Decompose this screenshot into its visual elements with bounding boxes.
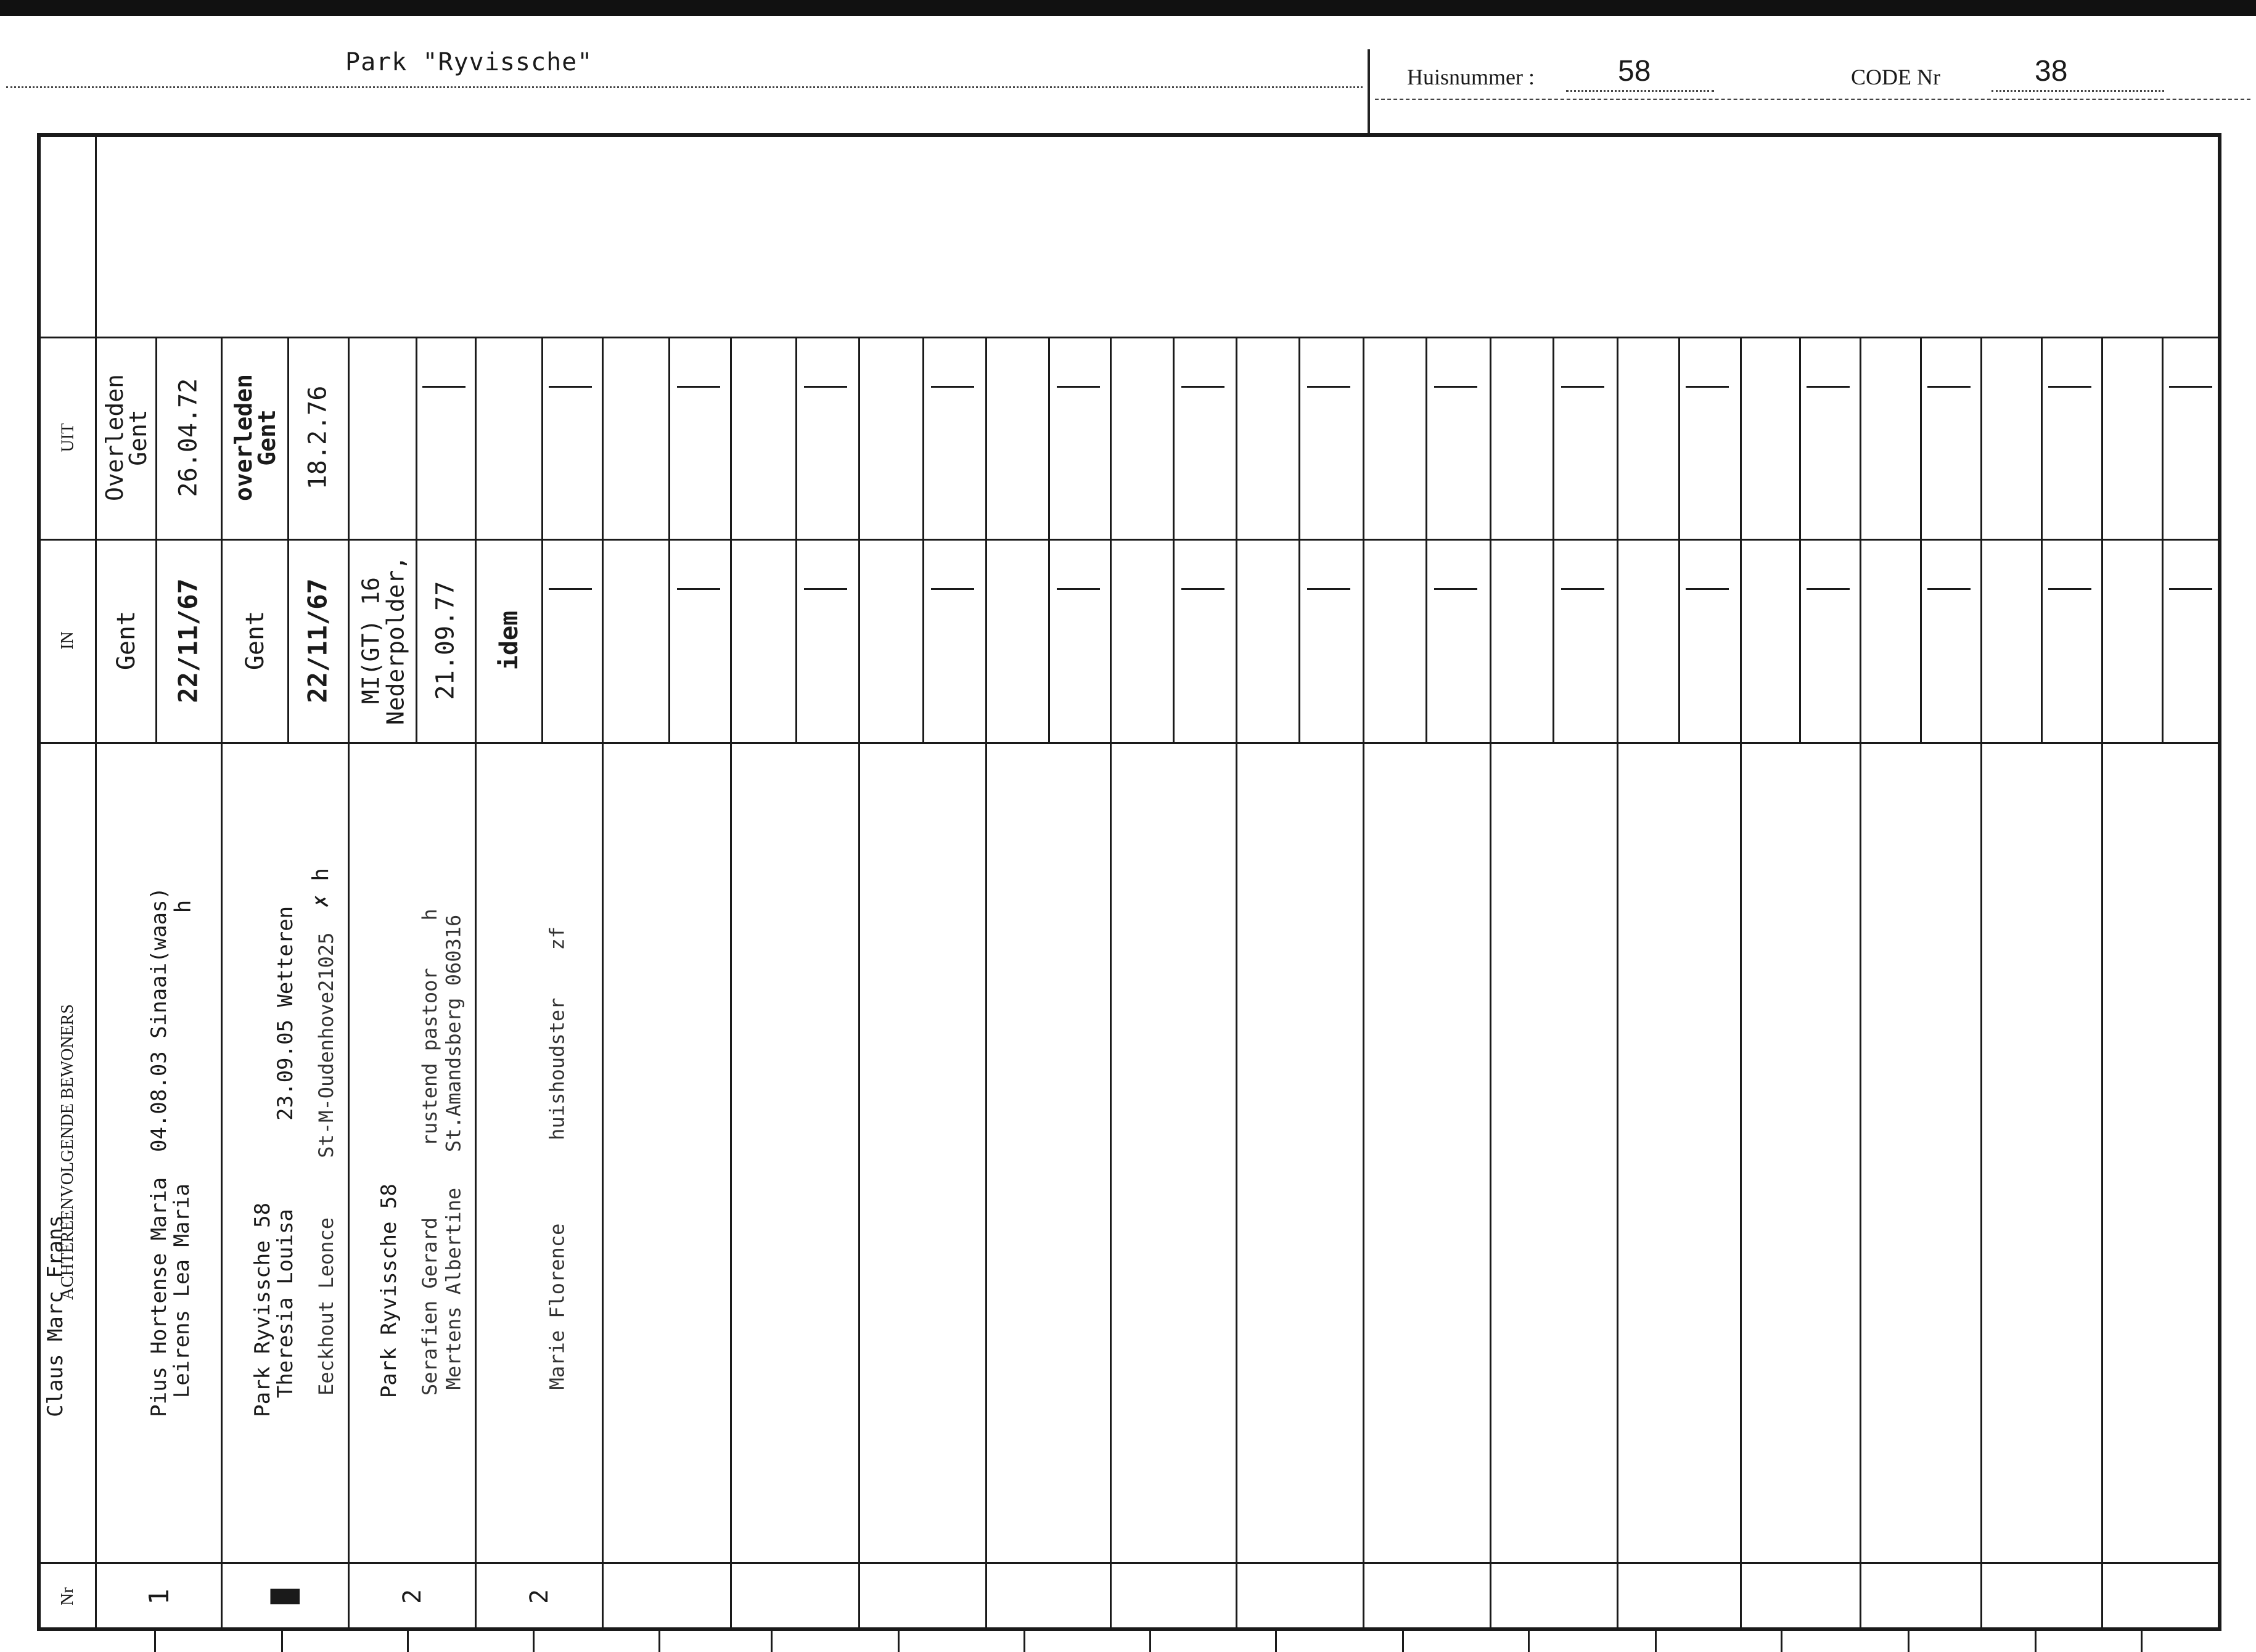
bottom-tick: [1149, 1631, 1151, 1652]
column-divider: [858, 337, 860, 1631]
bottom-tick: [1781, 1631, 1782, 1652]
empty-dash: [1057, 588, 1100, 590]
entry-1-line1: Claus Marc Frans: [43, 1215, 68, 1417]
entry-4-bewoner-cell: [441, 742, 602, 1562]
entry-1-nr: 1: [143, 1588, 175, 1605]
entry-2-line2: Theresia Louisa 23.09.05 Wetteren: [273, 906, 298, 1399]
column-divider: [1363, 337, 1364, 1631]
entry-2-in-place: Gent: [240, 610, 269, 671]
bottom-tick: [771, 1631, 773, 1652]
in-label: IN: [57, 631, 77, 650]
entry-4-line1: Mertens Albertine St.Amandsberg 060316: [441, 914, 465, 1390]
empty-dash: [804, 588, 847, 590]
empty-dash: [1927, 588, 1971, 590]
entry-1-uit-place: Overleden Gent: [101, 374, 152, 501]
entry-1-uit-date: 26.04.72: [174, 378, 202, 497]
in-label-cell: [41, 539, 95, 742]
bottom-tick: [407, 1631, 409, 1652]
bottom-tick: [154, 1631, 156, 1652]
bottom-tick: [281, 1631, 283, 1652]
empty-dash: [2048, 386, 2091, 388]
empty-dash: [931, 386, 974, 388]
bottom-tick: [898, 1631, 900, 1652]
entry-3-in-date: 21.09.77: [431, 581, 459, 700]
entry-4-line2: Marie Florence huishoudster zf: [545, 926, 568, 1390]
sub-divider: [922, 337, 924, 742]
sub-divider: [1173, 337, 1175, 742]
empty-dash: [1807, 588, 1850, 590]
empty-dash: [1057, 386, 1100, 388]
entry-3-in-date-cell: [416, 539, 475, 742]
sub-divider: [668, 337, 670, 742]
empty-dash: [1927, 386, 1971, 388]
sub-divider: [2041, 337, 2043, 742]
entry-4-bewoner-text: [367, 915, 712, 1390]
empty-dash: [2169, 588, 2212, 590]
code-label: CODE Nr: [1851, 65, 1940, 89]
entry-4-uit-cell: [477, 337, 602, 539]
entry-3-nr: 2: [398, 1589, 427, 1605]
column-divider: [730, 337, 732, 1631]
sub-divider: [1553, 337, 1554, 742]
entry-2-in-date: 22/11/67: [302, 578, 333, 703]
uit-label-cell: [41, 337, 95, 539]
empty-dash: [1307, 588, 1350, 590]
empty-dash: [1434, 588, 1477, 590]
entry-2-uit-date: 18.2.76: [303, 385, 332, 490]
empty-dash: [1561, 588, 1604, 590]
empty-dash: [1807, 386, 1850, 388]
huisnummer-value: 58: [1618, 55, 1651, 88]
column-divider: [1236, 337, 1237, 1631]
entry-2-uit-place-cell: [223, 337, 287, 539]
entry-2-nr-cell: [223, 1562, 348, 1631]
street-name: Park "Ryvissche": [345, 48, 593, 76]
entry-3-in-place: MI(GT) 16 Nederpolder,: [357, 555, 409, 726]
code-underline: [1991, 90, 2164, 92]
entry-1-uit-place-cell: [97, 337, 155, 539]
column-divider: [985, 337, 987, 1631]
huisnummer-label: Huisnummer :: [1407, 65, 1535, 89]
bottom-tick: [2035, 1631, 2037, 1652]
empty-dash: [1561, 386, 1604, 388]
entry-1-in-place: Gent: [112, 610, 141, 671]
street-underline: [6, 86, 1363, 88]
entry-3-line2: Serafien Gerard rustend pastoor h: [418, 909, 442, 1396]
entry-4-in-date-cell: [541, 539, 602, 742]
sub-divider: [2162, 337, 2164, 742]
code-value: 38: [2035, 55, 2068, 88]
empty-dash: [2169, 386, 2212, 388]
entry-3-nr-cell: [350, 1562, 475, 1631]
column-divider: [1980, 337, 1982, 1631]
bottom-tick: [1023, 1631, 1025, 1652]
entry-1-in-place-cell: [97, 539, 155, 742]
huisnummer-underline: [1566, 90, 1714, 92]
entry-2-in-place-cell: [223, 539, 287, 742]
sub-divider: [1678, 337, 1680, 742]
header-baseline: [1375, 99, 2250, 100]
bottom-tick: [1275, 1631, 1277, 1652]
empty-dash: [804, 386, 847, 388]
empty-dash: [1307, 386, 1350, 388]
entry-1-line3: Park Ryvissche 58: [250, 1202, 276, 1417]
entry-1-uit-date-cell: [155, 337, 221, 539]
top-border: [0, 0, 2256, 16]
sub-divider: [1298, 337, 1300, 742]
entry-2-nr: █: [271, 1589, 300, 1605]
entry-2-mark: ✗ h: [308, 867, 334, 909]
sub-divider: [1048, 337, 1050, 742]
entry-4-in-place: idem: [494, 610, 523, 671]
sub-divider: [1920, 337, 1922, 742]
empty-dash: [931, 588, 974, 590]
header-separator: [1368, 49, 1370, 136]
entry-1-in-date-cell: [155, 539, 221, 742]
entry-2-in-date-cell: [287, 539, 348, 742]
entry-4-nr: 2: [525, 1589, 554, 1605]
bewoners-label: ACHTEREENVOLGENDE BEWONERS: [58, 1004, 77, 1300]
sub-divider: [795, 337, 797, 742]
column-divider: [1860, 337, 1861, 1631]
entry-2-line1: Leirens Lea Maria: [170, 1184, 195, 1399]
entry-1-nr-cell: [97, 1562, 221, 1631]
empty-dash: [2048, 588, 2091, 590]
bottom-tick: [1528, 1631, 1530, 1652]
empty-dash: [1686, 386, 1729, 388]
bottom-tick: [2141, 1631, 2143, 1652]
entry-1-in-date: 22/11/67: [173, 578, 203, 703]
entry-3-in-place-cell: [350, 539, 416, 742]
empty-dash: [1686, 588, 1729, 590]
entry-1-line2: Pius Hortense Maria 04.08.03 Sinaai(waas): [147, 887, 172, 1417]
entry-4-in-place-cell: [477, 539, 541, 742]
sub-divider: [1425, 337, 1427, 742]
column-divider: [1740, 337, 1742, 1631]
bottom-tick: [1655, 1631, 1657, 1652]
entry-1-mark: h: [170, 899, 196, 914]
empty-dash: [1181, 588, 1224, 590]
entry-2-line3: Park Ryvissche 58: [377, 1184, 402, 1399]
bottom-tick: [1402, 1631, 1404, 1652]
column-divider: [1490, 337, 1491, 1631]
nr-label: Nr: [57, 1587, 77, 1606]
entry-2-uit-place: overleden Gent: [230, 374, 281, 501]
empty-dash: [1181, 386, 1224, 388]
column-divider: [2101, 337, 2103, 1631]
bottom-tick: [1908, 1631, 1909, 1652]
bottom-tick: [533, 1631, 535, 1652]
entry-4-nr-cell: [477, 1562, 602, 1631]
empty-dash: [677, 588, 720, 590]
nr-label-cell: [41, 1562, 95, 1631]
entry-2-uit-date-cell: [287, 337, 348, 539]
entry-3-uit-cell: [350, 337, 475, 539]
sub-divider: [1799, 337, 1801, 742]
empty-dash: [1434, 386, 1477, 388]
uit-label: UIT: [58, 423, 77, 452]
column-divider: [1110, 337, 1112, 1631]
column-divider: [1617, 337, 1618, 1631]
bottom-tick: [658, 1631, 660, 1652]
entry-3-line1: Eeckhout Leonce St-M-Oudenhove21025: [314, 932, 338, 1396]
empty-dash: [677, 386, 720, 388]
